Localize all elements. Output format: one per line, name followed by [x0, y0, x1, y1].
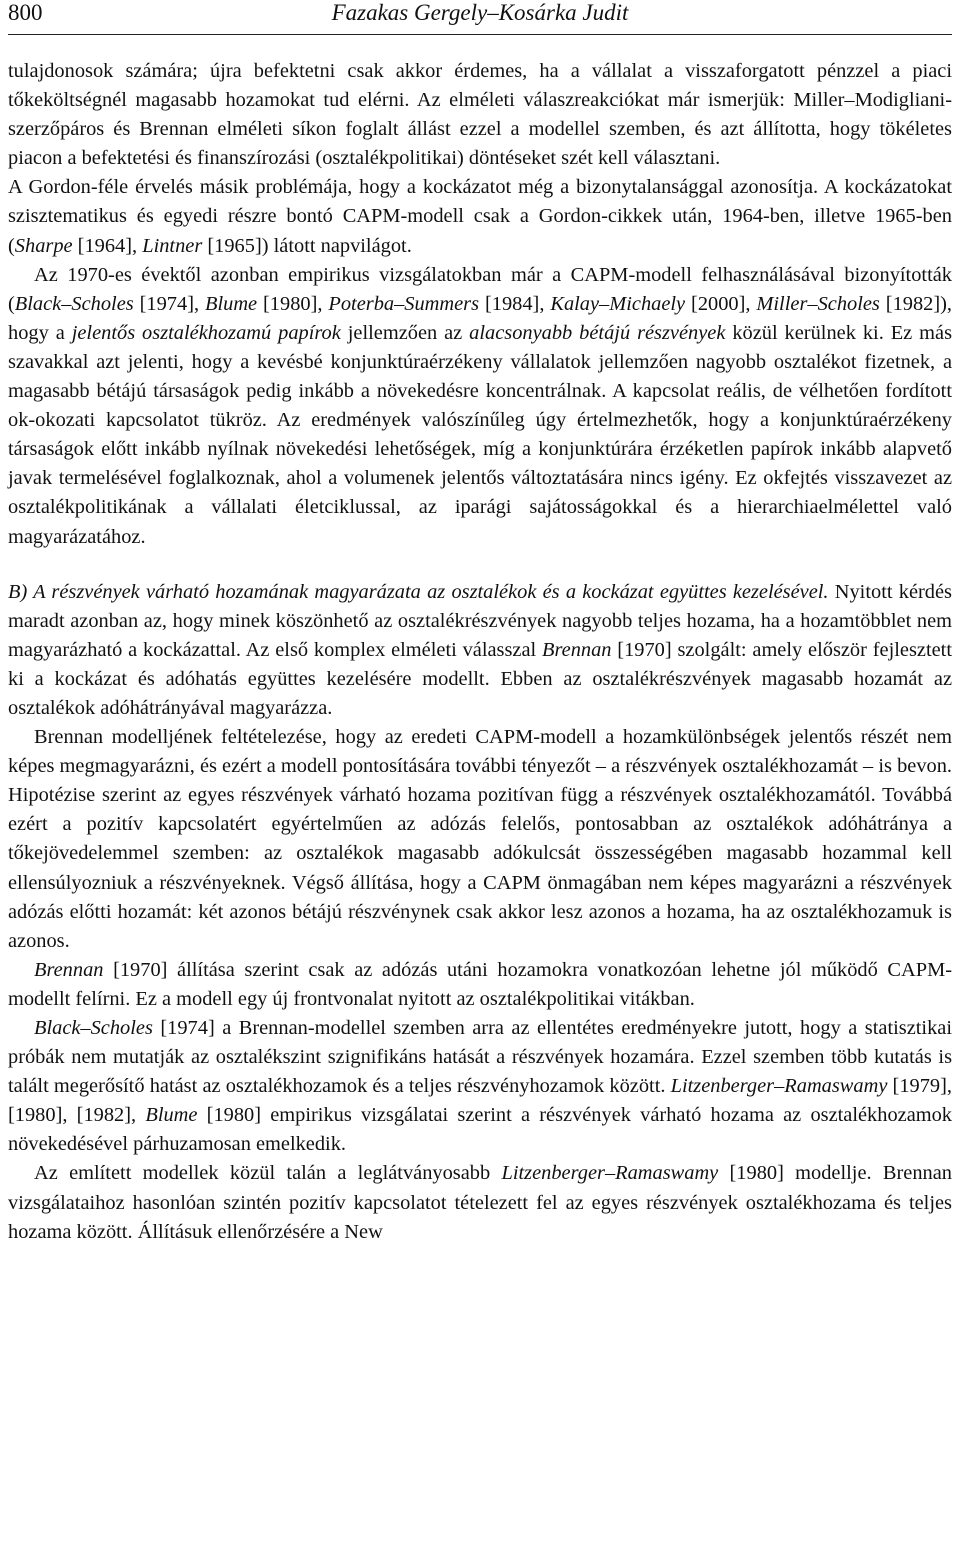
paragraph-text: [1980] empirikus vizsgálatai szerint a részvények várható hozama az osztalékhozamok növekedésével párhuzamosan emelkedik.: [8, 1104, 952, 1156]
article-body: [8, 57, 952, 1247]
paragraph-text: Az említett modellek közül talán a leglátványosabb: [34, 1162, 502, 1185]
italic-text: Black–Scholes: [14, 292, 134, 315]
italic-text: Blume: [205, 292, 258, 315]
italic-text: Lintner: [142, 234, 203, 257]
italic-text: Litzenberger–Ramaswamy: [501, 1162, 719, 1185]
paragraph-text: tulajdonosok számára; újra befektetni csak akkor érdemes, ha a vállalat a visszaforgatott pénzzel a piaci tőkeköltségnél magasabb hozamokat tud elérni. Az elméleti válaszreakciókat már ismerjük: Miller–Modigliani-szerzőpáros és Brennan elméleti síkon foglalt állást ezzel a modellel szemben, és azt állította, hogy tökéletes piacon a befektetési és finanszírozási (osztalékpolitikai) döntéseket szét kell választani.: [8, 60, 952, 170]
paragraph-text: Nyitott kérdés maradt azonban az, hogy minek köszönhető az osztalékrészvények nagyobb teljes hozama, ha a hozamtöbblet nem magyarázható a kockázattal. Az első komplex elméleti válasszal: [8, 580, 952, 661]
paragraph-text: A Gordon-féle érvelés másik problémája, hogy a kockázatot még a bizonytalansággal azonosítja. A kockázatokat szisztematikus és egyedi részre bontó CAPM-modell csak a Gordon-cikkek után, 1964-ben, illetve 1965-ben (: [8, 176, 952, 257]
paragraph-text: [1965]) látott napvilágot.: [202, 234, 412, 257]
paragraph-text: [1982]), hogy a: [8, 292, 953, 344]
italic-text: Litzenberger–Ramaswamy: [670, 1075, 888, 1098]
paragraph-text: közül kerülnek ki. Ez más szavakkal azt jelenti, hogy a kevésbé konjunktúraérzékeny vállalatok jellemzően nagyobb osztalékot fizetnek, a magasabb bétájú társaságok pedig inkább a növekedésre koncentrálnak. A kapcsolat reális, de vélhetően fordított ok-okozati kapcsolatot tükröz. Az eredmények valószínűleg úgy értelmezhetők, hogy a konjunktúraérzékeny társaságok előtt inkább nyílnak növekedési lehetőségek, míg a konjunktúrára érzéketlen papírok inkább alapvető javak termelésével foglalkoznak, ahol a volumenek jelentős változtatására nincs igény. Ez okfejtés visszavezet az osztalékpolitikának a vállalati életciklussal, az iparági sajátosságokkal és a hierarchiaelmélettel való magyarázatához.: [8, 321, 953, 548]
italic-text: Poterba–Summers: [328, 292, 480, 315]
page-header: [8, 0, 952, 35]
paragraph-text: [1980] modellje. Brennan vizsgálataihoz hasonlóan szintén pozitív kapcsolatot tételezett fel az egyes részvények osztalékhozama és teljes hozama között. Állításuk ellenőrzésére a New: [8, 1162, 952, 1243]
paragraph-text: [1979], [1980], [1982],: [8, 1075, 953, 1127]
italic-text: Brennan: [34, 958, 104, 981]
body-paragraph: [8, 261, 952, 552]
italic-text: Blume: [145, 1104, 198, 1127]
paragraph-text: jellemzően az: [340, 321, 470, 344]
body-paragraph: [8, 1014, 952, 1159]
paragraph-text: [1980],: [257, 292, 329, 315]
body-paragraph: [8, 1159, 952, 1246]
body-paragraph: [8, 173, 952, 260]
body-paragraph: [8, 723, 952, 956]
paragraph-text: [1970] állítása szerint csak az adózás utáni hozamokra vonatkozóan lehetne jól működő CAPM-modellt felírni. Ez a modell egy új frontvonalat nyitott az osztalékpolitikai vitákban.: [8, 958, 952, 1010]
paragraph-text: [1964],: [72, 234, 143, 257]
paragraph-text: Az 1970-es évektől azonban empirikus vizsgálatokban már a CAPM-modell felhasználásával bizonyították (: [8, 263, 952, 315]
body-paragraph: [8, 578, 952, 723]
page-number: 800: [8, 0, 43, 25]
italic-text: Black–Scholes: [34, 1017, 153, 1039]
body-paragraph: [8, 956, 952, 1014]
paragraph-text: Brennan modelljének feltételezése, hogy az eredeti CAPM-modell a hozamkülönbségek jelentős részét nem képes megmagyarázni, és ezért a modell pontosítására további tényezőt – a részvények osztalékhozamát – is bevon. Hipotézise szerint az egyes részvények várható hozama pozitívan függ a részvények osztalékhozamától. Továbbá ezért a pozitív kapcsolatért egyértelműen az adózás felelős, pontosabban az osztalékok adóhátránya a tőkejövedelemmel szemben: az osztalékok magasabb adókulcsát összességében magasabb hozammal kell ellensúlyozniuk a részvényeknek. Végső állítása, hogy a CAPM önmagában nem képes magyarázni a részvények adózás előtti hozamát: két azonos bétájú részvénynek csak akkor lesz azonos a hozama, ha az osztalékhozamuk is azonos.: [8, 726, 952, 952]
running-head: Fazakas Gergely–Kosárka Judit: [331, 0, 629, 25]
italic-text: alacsonyabb bétájú részvények: [469, 321, 726, 344]
italic-text: Miller–Scholes: [756, 292, 880, 315]
italic-text: B) A részvények várható hozamának magyarázata az osztalékok és a kockázat együttes kezelésével.: [8, 580, 829, 603]
italic-text: Brennan: [542, 638, 612, 661]
body-paragraph: [8, 57, 952, 173]
paragraph-text: [1970] szolgált: amely először fejlesztett ki a kockázat és adóhatás együttes kezelésére modellt. Ebben az osztalékrészvények magasabb hozamát az osztalékok adóhátrányával magyarázza.: [8, 638, 952, 719]
italic-text: Sharpe: [14, 234, 73, 257]
paragraph-text: [1974] a Brennan-modellel szemben arra az ellentétes eredményekre jutott, hogy a statisztikai próbák nem mutatják az osztalékszint szignifikáns hatását a részvények hozamára. Ezzel szemben több kutatás is talált megerősítő hatást az osztalékhozamok és a teljes részvényhozamok között.: [8, 1017, 952, 1098]
paragraph-text: [2000],: [685, 292, 757, 315]
italic-text: Kalay–Michaely: [550, 292, 686, 315]
paragraph-text: [1974],: [133, 292, 205, 315]
italic-text: jelentős osztalékhozamú papírok: [71, 321, 341, 344]
paragraph-text: [1984],: [479, 292, 551, 315]
